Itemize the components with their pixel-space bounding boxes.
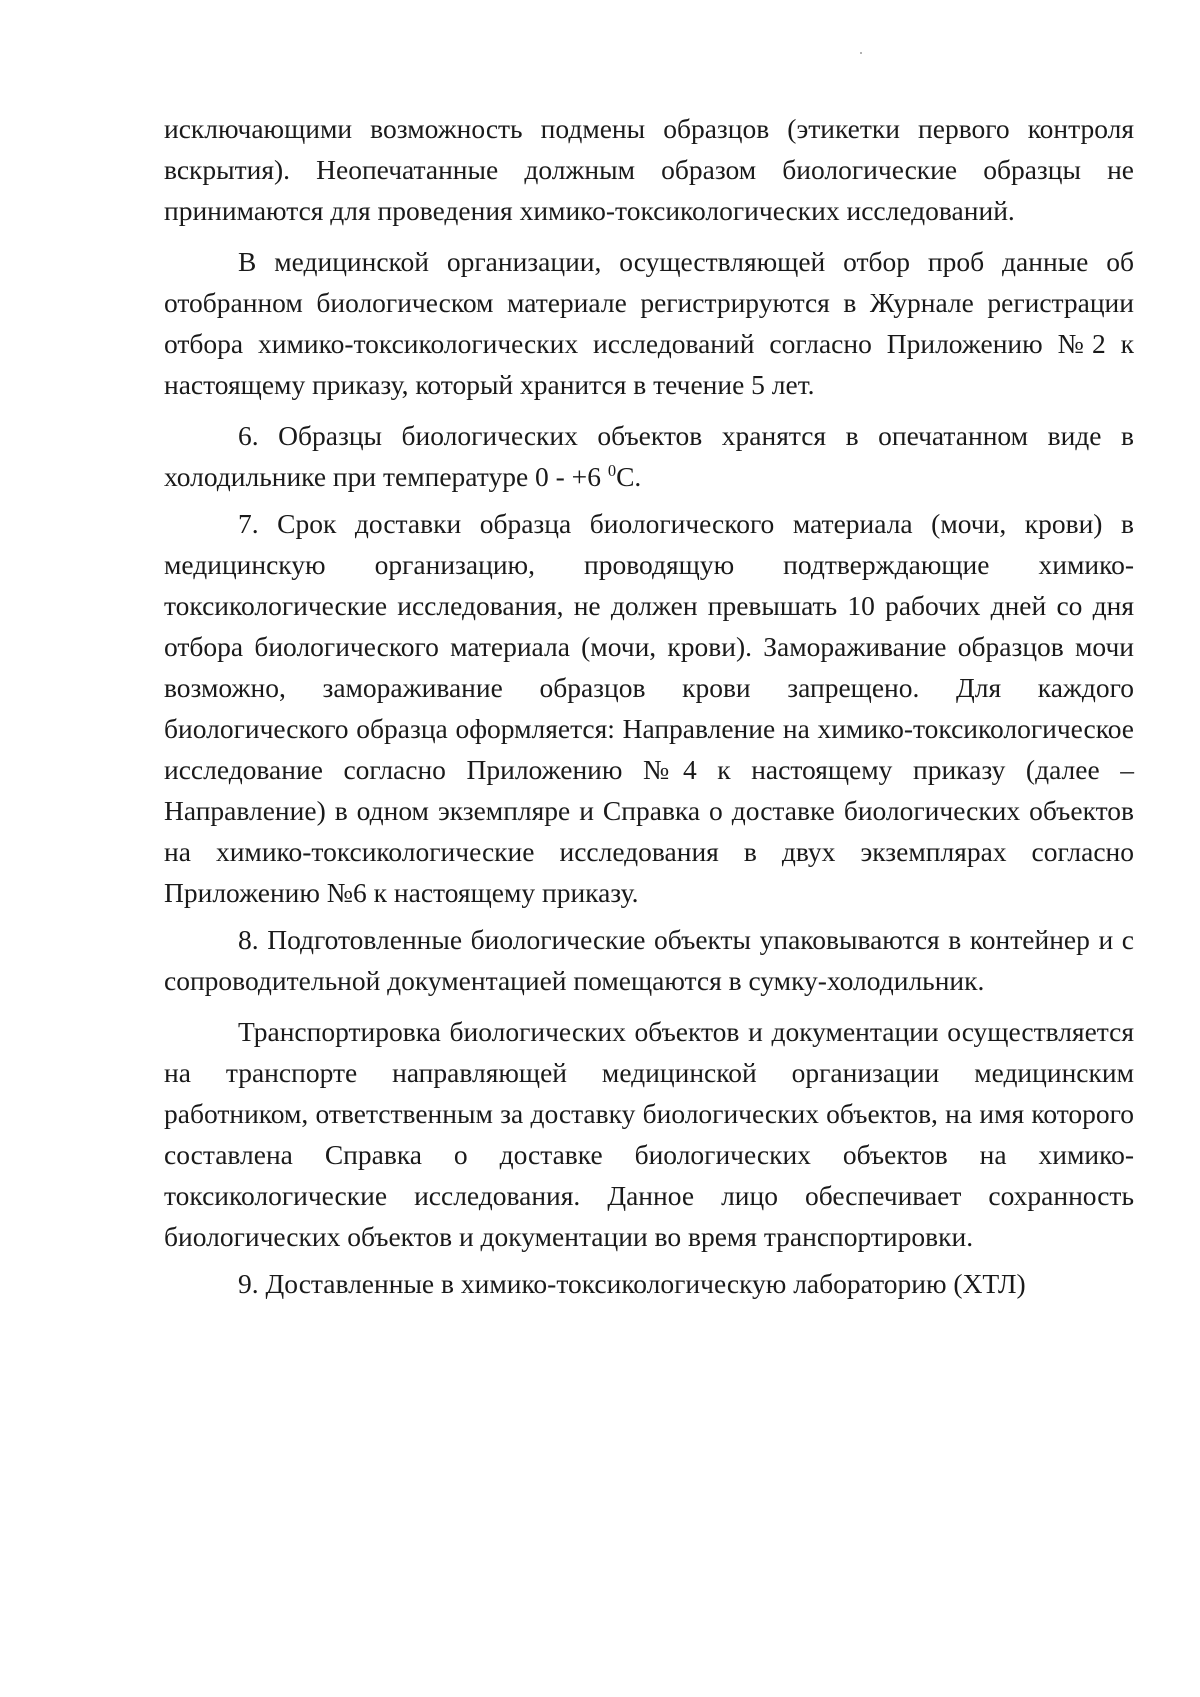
paragraph-item-6-text: 6. Образцы биологических объектов хранятся в опечатанном виде в холодильнике при температуре 0 - +6 [164,420,1134,492]
paragraph-item-9: 9. Доставленные в химико-токсикологическую лабораторию (ХТЛ) [238,1268,1026,1299]
paragraph-item-6 [164,415,1134,497]
paragraph-item-7: 7. Срок доставки образца биологического материала (мочи, крови) в медицинскую организацию, проводящую подтверждающие химико-токсикологические исследования, не должен превышать 10 рабочих дней со дня отбора биологического материала (мочи, крови). Замораживание образцов мочи возможно, замораживание образцов крови запрещено. Для каждого биологического образца оформляется: Направление на химико-токсикологическое исследование согласно Приложению №4 к настоящему приказу (далее – Направление) в одном экземпляре и Справка о доставке биологических объектов на химико-токсикологические исследования в двух экземплярах согласно Приложению №6 к настоящему приказу. [164,508,1134,908]
paragraph-registration-journal: В медицинской организации, осуществляющей отбор проб данные об отобранном биологическом материале регистрируются в Журнале регистрации отбора химико-токсикологических исследований согласно Приложению №2 к настоящему приказу, который хранится в течение 5 лет. [164,246,1134,400]
paragraph-item-8: 8. Подготовленные биологические объекты упаковываются в контейнер и с сопроводительной документацией помещаются в сумку-холодильник. [164,924,1134,996]
degree-superscript: 0 [607,460,617,480]
paragraph-transportation: Транспортировка биологических объектов и документации осуществляется на транспорте направляющей медицинской организации медицинским работником, ответственным за доставку биологических объектов, на имя которого составлена Справка о доставке биологических объектов на химико-токсикологические исследования. Данное лицо обеспечивает сохранность биологических объектов и документации во время транспортировки. [164,1016,1134,1252]
paragraph-item-6-unit: С. [616,461,642,492]
paragraph-continuation: исключающими возможность подмены образцов (этикетки первого контроля вскрытия). Неопечатанные должным образом биологические образцы не принимаются для проведения химико-токсикологических исследований. [164,113,1134,226]
scan-speck [860,52,862,54]
document-body [164,108,1134,1304]
